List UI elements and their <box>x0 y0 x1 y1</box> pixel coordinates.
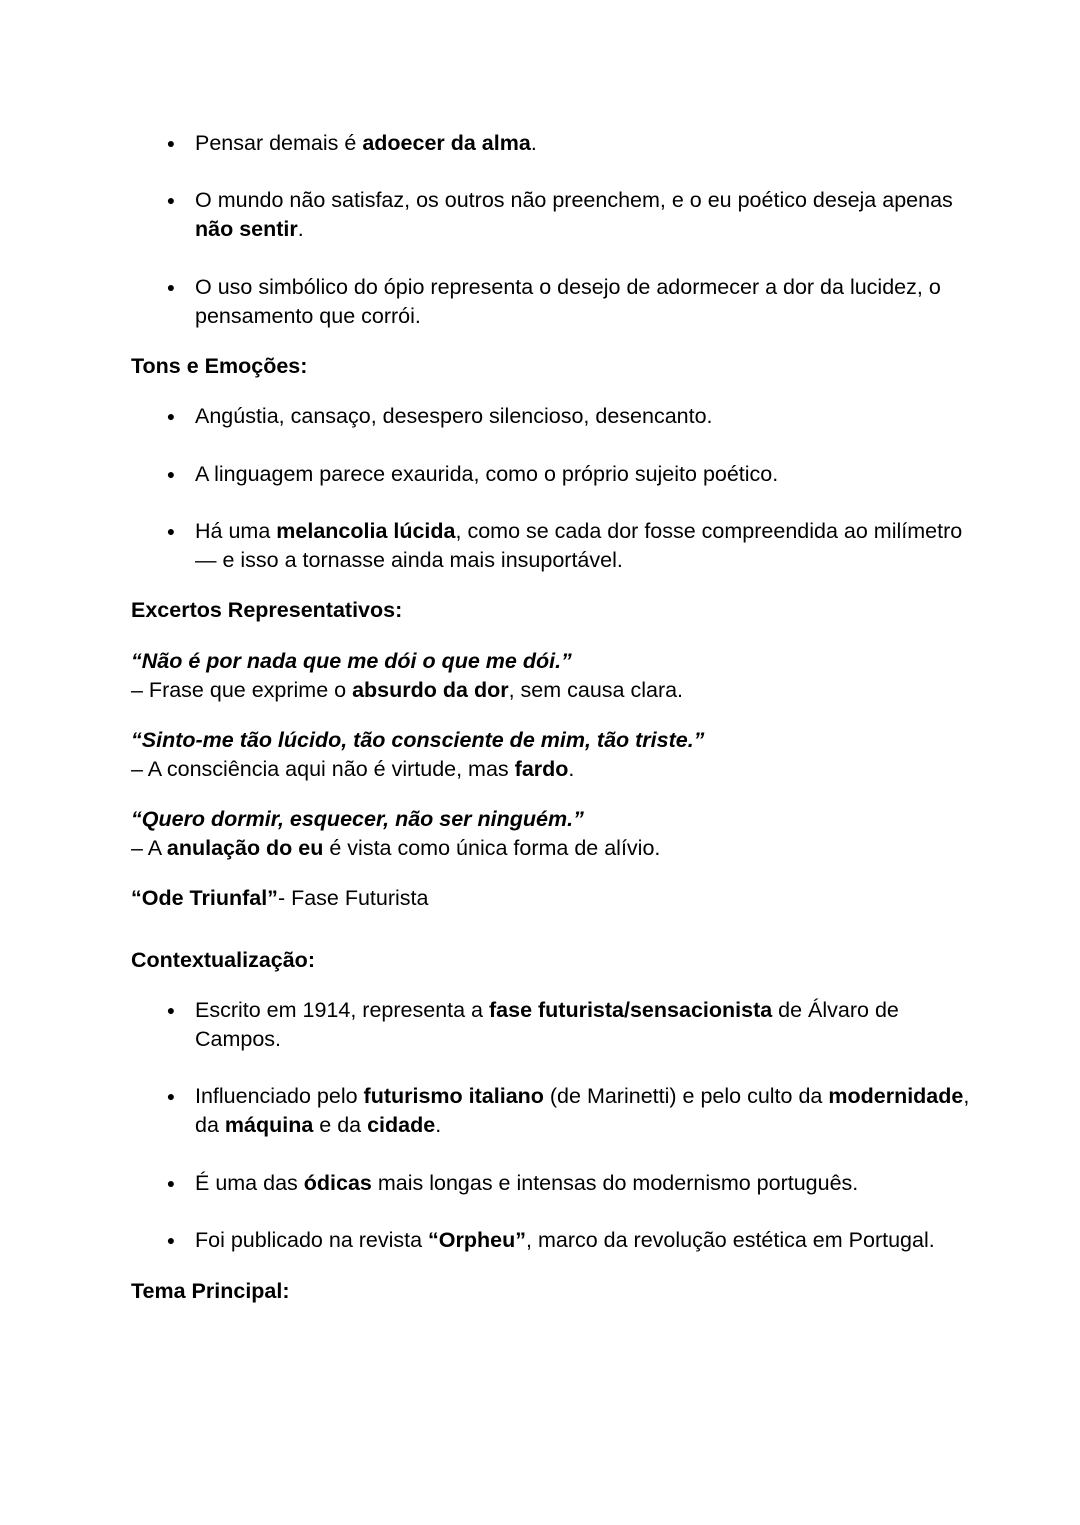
text: e da <box>313 1113 368 1137</box>
bullet-icon: ● <box>166 192 176 208</box>
bullet-icon: ● <box>166 135 176 151</box>
poem-title <box>131 884 991 913</box>
bold-text: absurdo da dor <box>352 678 509 702</box>
bullet-item <box>166 517 975 575</box>
text: . <box>530 131 537 155</box>
text: Há uma <box>195 519 277 543</box>
quote-text: “Quero dormir, esquecer, não ser ninguém.” <box>131 807 584 831</box>
bold-text: melancolia lúcida <box>276 519 456 543</box>
bold-text: futurismo italiano <box>363 1084 544 1108</box>
quote-block <box>131 805 991 863</box>
bullet-item <box>166 273 975 331</box>
text: . <box>435 1113 442 1137</box>
text: O mundo não satisfaz, os outros não preenchem, e o eu poético deseja apenas <box>195 188 953 212</box>
bullet-item <box>166 460 975 489</box>
section-heading-contexto: Contextualização: <box>131 948 315 972</box>
quote-comment <box>131 834 991 863</box>
bullet-icon: ● <box>166 1175 176 1191</box>
text: É uma das <box>195 1171 304 1195</box>
bullet-item <box>166 996 975 1054</box>
bold-text: anulação do eu <box>166 836 324 860</box>
bullet-icon: ● <box>166 523 176 539</box>
quote-text: “Não é por nada que me dói o que me dói.” <box>131 649 572 673</box>
text: Pensar demais é <box>195 131 363 155</box>
bold-text: não sentir <box>195 217 298 241</box>
section-heading-excertos: Excertos Representativos: <box>131 598 403 622</box>
bullet-icon: ● <box>166 279 176 295</box>
text: . <box>297 217 304 241</box>
bullet-item <box>166 1169 975 1198</box>
bullet-icon: ● <box>166 1002 176 1018</box>
text: – A <box>131 836 167 860</box>
text: , sem causa clara. <box>508 678 684 702</box>
text: (de Marinetti) e pelo culto da <box>543 1084 829 1108</box>
text: é vista como única forma de alívio. <box>323 836 661 860</box>
text: – A consciência aqui não é virtude, mas <box>131 757 515 781</box>
quote-block <box>131 647 991 705</box>
text: , como se cada dor fosse compreendida ao milímetro — e isso a tornasse ainda mais insuportável. <box>195 519 963 572</box>
poem-title-phase: - Fase Futurista <box>277 886 429 910</box>
section-heading-tons: Tons e Emoções: <box>131 354 308 378</box>
bold-text: máquina <box>224 1113 314 1137</box>
bold-text: fase futurista/sensacionista <box>489 998 773 1022</box>
bold-text: “Orpheu” <box>428 1228 526 1252</box>
text: O uso simbólico do ópio representa o desejo de adormecer a dor da lucidez, o pensamento que corrói. <box>195 275 941 328</box>
text: , marco da revolução estética em Portugal. <box>526 1228 935 1252</box>
text: Escrito em 1914, representa a <box>195 998 489 1022</box>
bold-text: adoecer da alma <box>362 131 531 155</box>
quote-text: “Sinto-me tão lúcido, tão consciente de mim, tão triste.” <box>131 728 705 752</box>
quote-block <box>131 726 991 784</box>
bullet-icon: ● <box>166 466 176 482</box>
section-heading-tema: Tema Principal: <box>131 1279 290 1303</box>
bullet-item <box>166 186 975 244</box>
poem-title-bold: “Ode Triunfal” <box>131 886 278 910</box>
text: mais longas e intensas do modernismo português. <box>371 1171 859 1195</box>
bold-text: modernidade <box>828 1084 964 1108</box>
text: – Frase que exprime o <box>131 678 353 702</box>
text: , da <box>195 1084 970 1137</box>
bullet-icon: ● <box>166 1232 176 1248</box>
bullet-icon: ● <box>166 1088 176 1104</box>
text: Angústia, cansaço, desespero silencioso, desencanto. <box>195 404 713 428</box>
text: A linguagem parece exaurida, como o próprio sujeito poético. <box>195 462 779 486</box>
text: Foi publicado na revista <box>195 1228 429 1252</box>
quote-comment <box>131 676 991 705</box>
quote-comment <box>131 755 991 784</box>
bold-text: fardo <box>514 757 569 781</box>
bold-text: ódicas <box>303 1171 372 1195</box>
bullet-item <box>166 1226 975 1255</box>
text: de Álvaro de Campos. <box>195 998 899 1051</box>
text: Influenciado pelo <box>195 1084 364 1108</box>
bold-text: cidade <box>367 1113 436 1137</box>
bullet-icon: ● <box>166 408 176 424</box>
text: . <box>568 757 575 781</box>
bullet-item <box>166 1082 975 1140</box>
bullet-item <box>166 402 975 431</box>
bullet-item <box>166 129 975 158</box>
